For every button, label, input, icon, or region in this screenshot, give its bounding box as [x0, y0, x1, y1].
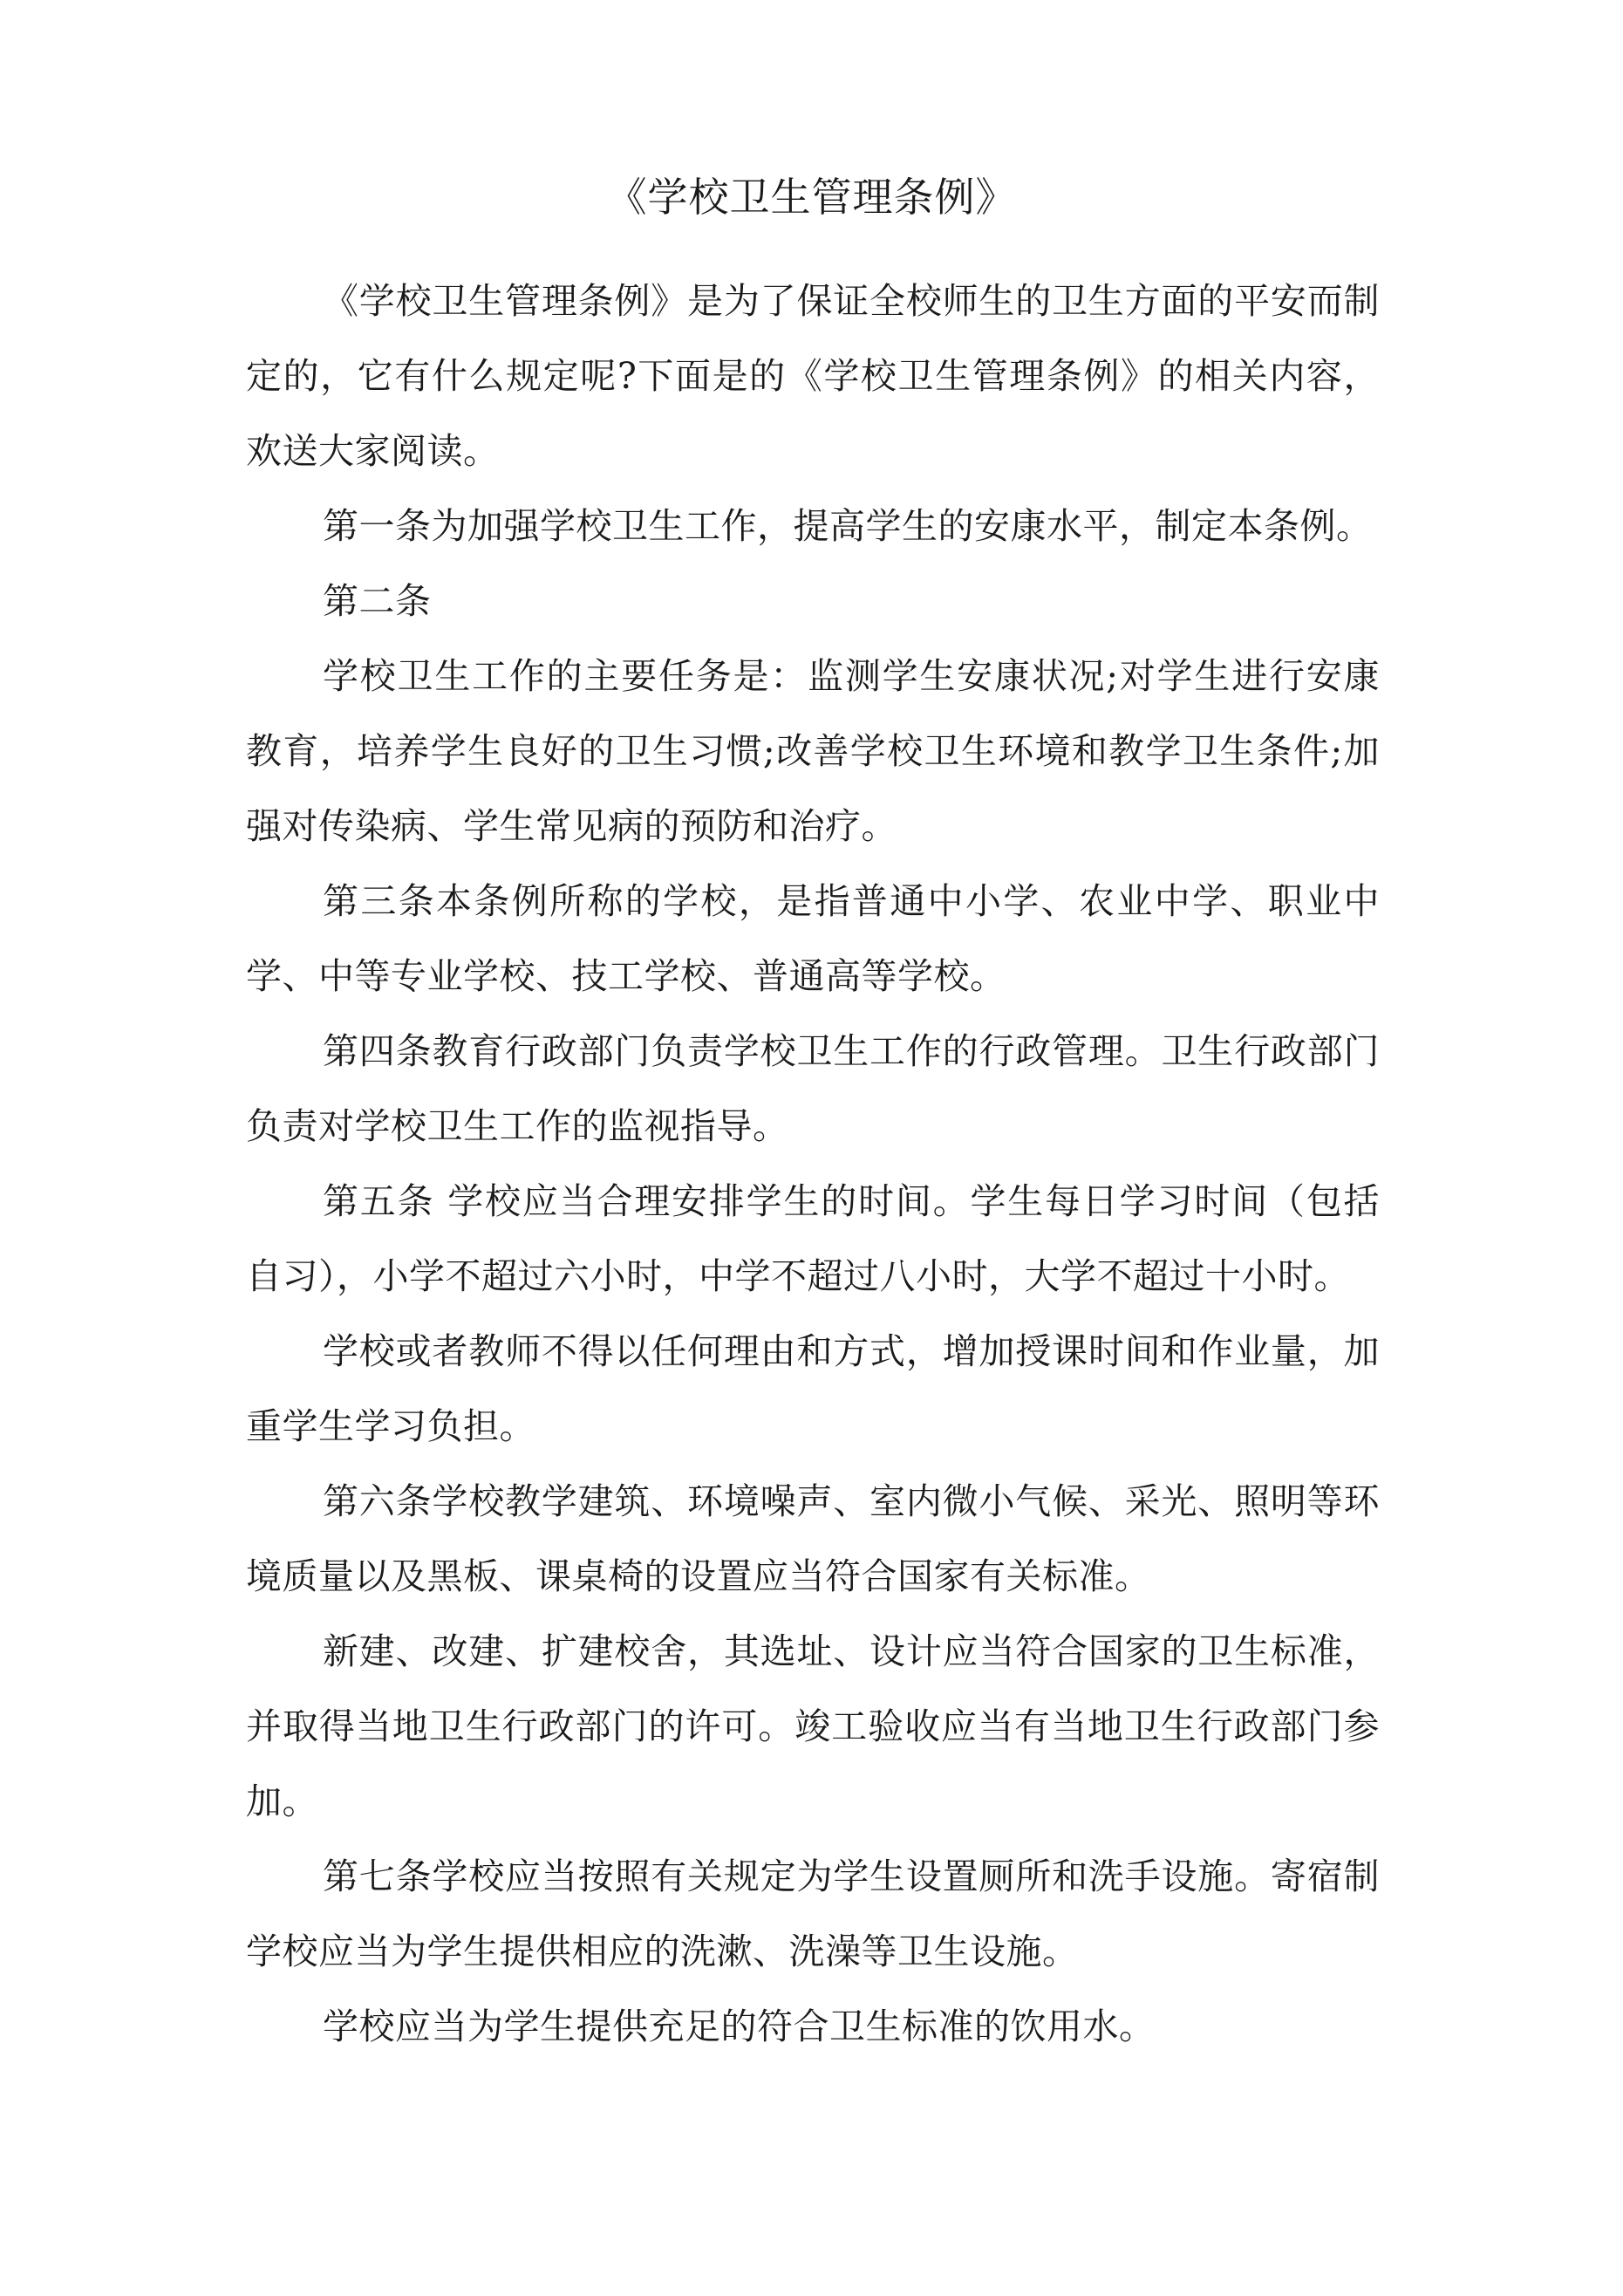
paragraph-article-5: 第五条 学校应当合理安排学生的时间。学生每日学习时间（包括自习），小学不超过六小时，中学不超过八小时，大学不超过十小时。 [246, 1180, 1380, 1297]
paragraph-article-1: 第一条为加强学校卫生工作，提高学生的安康水平，制定本条例。 [323, 505, 1373, 547]
paragraph-article-5-cont: 学校或者教师不得以任何理由和方式，增加授课时间和作业量，加重学生学习负担。 [246, 1330, 1380, 1447]
paragraph-article-2: 学校卫生工作的主要任务是：监测学生安康状况;对学生进行安康教育，培养学生良好的卫生习惯;改善学校卫生环境和教学卫生条件;加强对传染病、学生常见病的预防和治疗。 [246, 655, 1380, 847]
paragraph-article-2-heading: 第二条 [323, 580, 432, 622]
paragraph-article-6: 第六条学校教学建筑、环境噪声、室内微小气候、采光、照明等环境质量以及黑板、课桌椅的设置应当符合国家有关标准。 [246, 1480, 1380, 1597]
document-title: 《学校卫生管理条例》 [606, 174, 1017, 221]
paragraph-article-7: 第七条学校应当按照有关规定为学生设置厕所和洗手设施。寄宿制学校应当为学生提供相应的洗漱、洗澡等卫生设施。 [246, 1855, 1380, 1972]
paragraph-article-6-cont: 新建、改建、扩建校舍，其选址、设计应当符合国家的卫生标准，并取得当地卫生行政部门的许可。竣工验收应当有当地卫生行政部门参加。 [246, 1630, 1380, 1822]
paragraph-article-7-cont: 学校应当为学生提供充足的符合卫生标准的饮用水。 [323, 2006, 1156, 2047]
paragraph-intro: 《学校卫生管理条例》是为了保证全校师生的卫生方面的平安而制定的，它有什么规定呢?下面是的《学校卫生管理条例》的相关内容，欢送大家阅读。 [246, 280, 1380, 472]
document-body [246, 263, 1380, 2064]
paragraph-article-3: 第三条本条例所称的学校，是指普通中小学、农业中学、职业中学、中等专业学校、技工学校、普通高等学校。 [246, 880, 1380, 997]
paragraph-article-4: 第四条教育行政部门负责学校卫生工作的行政管理。卫生行政部门负责对学校卫生工作的监视指导。 [246, 1030, 1380, 1147]
